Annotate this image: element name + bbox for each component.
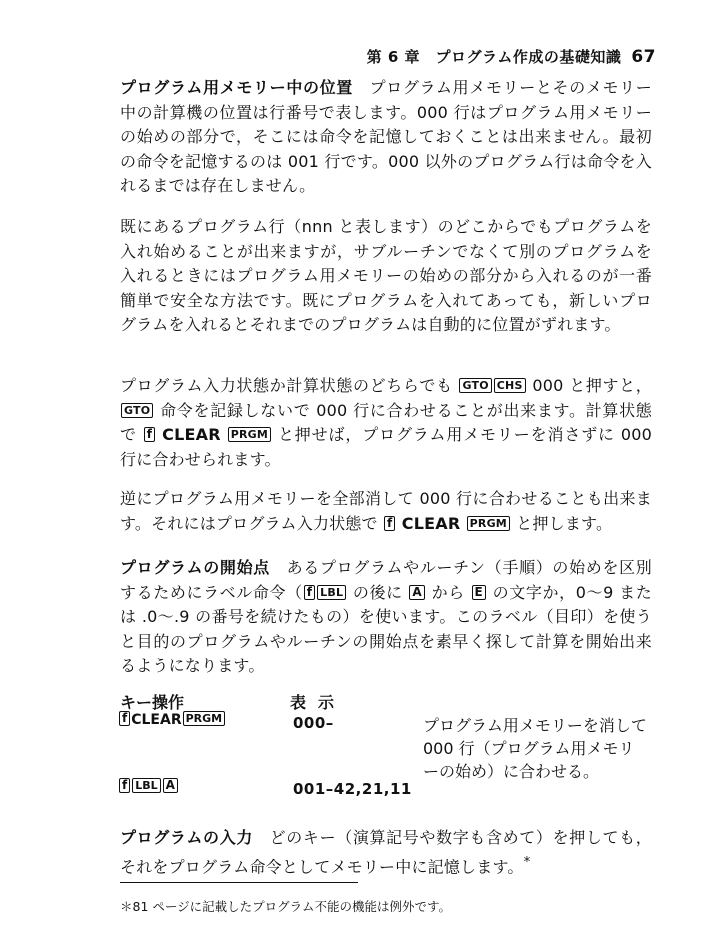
prgm-key: PRGM [228, 427, 271, 442]
chs-key: CHS [494, 378, 526, 393]
row1-display: 000– [293, 714, 334, 732]
paragraph-text: プログラム用メモリーとそのメモリー中の計算機の位置は行番号で表します。000 行はプログラム用メモリーの始めの部分で，そこには命令を記憶しておくことは出来ません。最初の命令を記憶するのは 001 行です。000 以外のプログラム行は命令を入れるまでは存在しません。 [120, 78, 652, 195]
f-key: f [144, 427, 155, 442]
paragraph-text: 既にあるプログラム行（nnn と表します）のどこからでもプログラムを入れ始めることが出来ますが，サブルーチンでなくて別のプログラムを入れるときにはプログラム用メモリーの始めの部分から入れるのが一番簡単で安全な方法です。既にプログラムを入れてあっても，新しいプログラムを入れるとそれまでのプログラムは自動的に位置がずれます。 [120, 217, 652, 334]
text-span: プログラム入力状態か計算状態のどちらでも [120, 376, 459, 395]
footnote: ＊81 ページに記載したプログラム不能の機能は例外です。 [120, 899, 452, 914]
section-goto [120, 374, 652, 472]
text-span: 命令を記録しないで 000 行に合わせることが出来ます。計算状態で [120, 400, 652, 444]
section-heading: プログラムの開始点 [120, 558, 270, 577]
prgm-key: PRGM [467, 516, 510, 531]
section-input [120, 826, 652, 879]
page-header [367, 46, 656, 67]
text-span: の後に [347, 582, 409, 602]
prgm-key: PRGM [183, 711, 226, 726]
f-key: f [384, 516, 395, 531]
text-span: から [425, 582, 471, 602]
section-clear [120, 487, 652, 536]
text-span: 逆にプログラム用メモリーを全部消して 000 行に合わせることも出来ます。それにはプログラム入力状態で [120, 489, 652, 533]
row2-display: 001–42,21,11 [293, 780, 412, 798]
f-key: f [304, 585, 315, 600]
column-key-operation: キー操作 [120, 693, 185, 712]
gto-key: GTO [121, 403, 153, 418]
text-span: の文字か，0～9 または .0～.9 の番号を続けたもの）を使います。このラベル（目印）を使うと目的のプログラムやルーチンの開始点を素早く探して計算を開始出来るようになります。 [120, 582, 652, 675]
f-key: f [119, 778, 130, 793]
gto-key: GTO [459, 378, 491, 393]
section-position [120, 76, 652, 199]
text-span: と押します。 [510, 513, 613, 533]
row2-keys [118, 778, 179, 795]
section-heading: プログラム用メモリー中の位置 [120, 78, 353, 97]
row1-keys [118, 711, 226, 728]
chapter-title: 第 6 章 プログラム作成の基礎知識 [366, 48, 622, 66]
a-key: A [409, 585, 425, 600]
e-key: E [472, 585, 486, 600]
lbl-key: LBL [132, 778, 160, 793]
column-display: 表示 [290, 693, 347, 712]
page-number: 67 [631, 47, 656, 67]
clear-label: CLEAR [401, 513, 461, 533]
section-entering [120, 215, 652, 338]
clear-label: CLEAR [162, 425, 221, 444]
f-key: f [119, 711, 130, 726]
footnote-divider [120, 882, 358, 883]
section-heading: プログラムの入力 [120, 828, 253, 847]
clear-label: CLEAR [131, 712, 182, 728]
text-span: と押せば，プログラム用メモリーを消さずに 000 行に合わせられます。 [120, 425, 652, 469]
text-span: どのキー（演算記号や数字も含めて）を押しても，それをプログラム命令としてメモリー中に記憶します。 [120, 828, 652, 876]
a-key: A [163, 778, 178, 793]
footnote-mark: * [523, 854, 531, 870]
row1-description: プログラム用メモリーを消して 000 行（プログラム用メモリーの始め）に合わせる。 [423, 716, 647, 781]
text-span: 000 と押すと， [526, 376, 653, 395]
section-labels [120, 556, 652, 679]
lbl-key: LBL [317, 585, 346, 600]
text-span: あるプログラムやルーチン（手順）の始めを区別するためにラベル命令（ [120, 558, 653, 602]
